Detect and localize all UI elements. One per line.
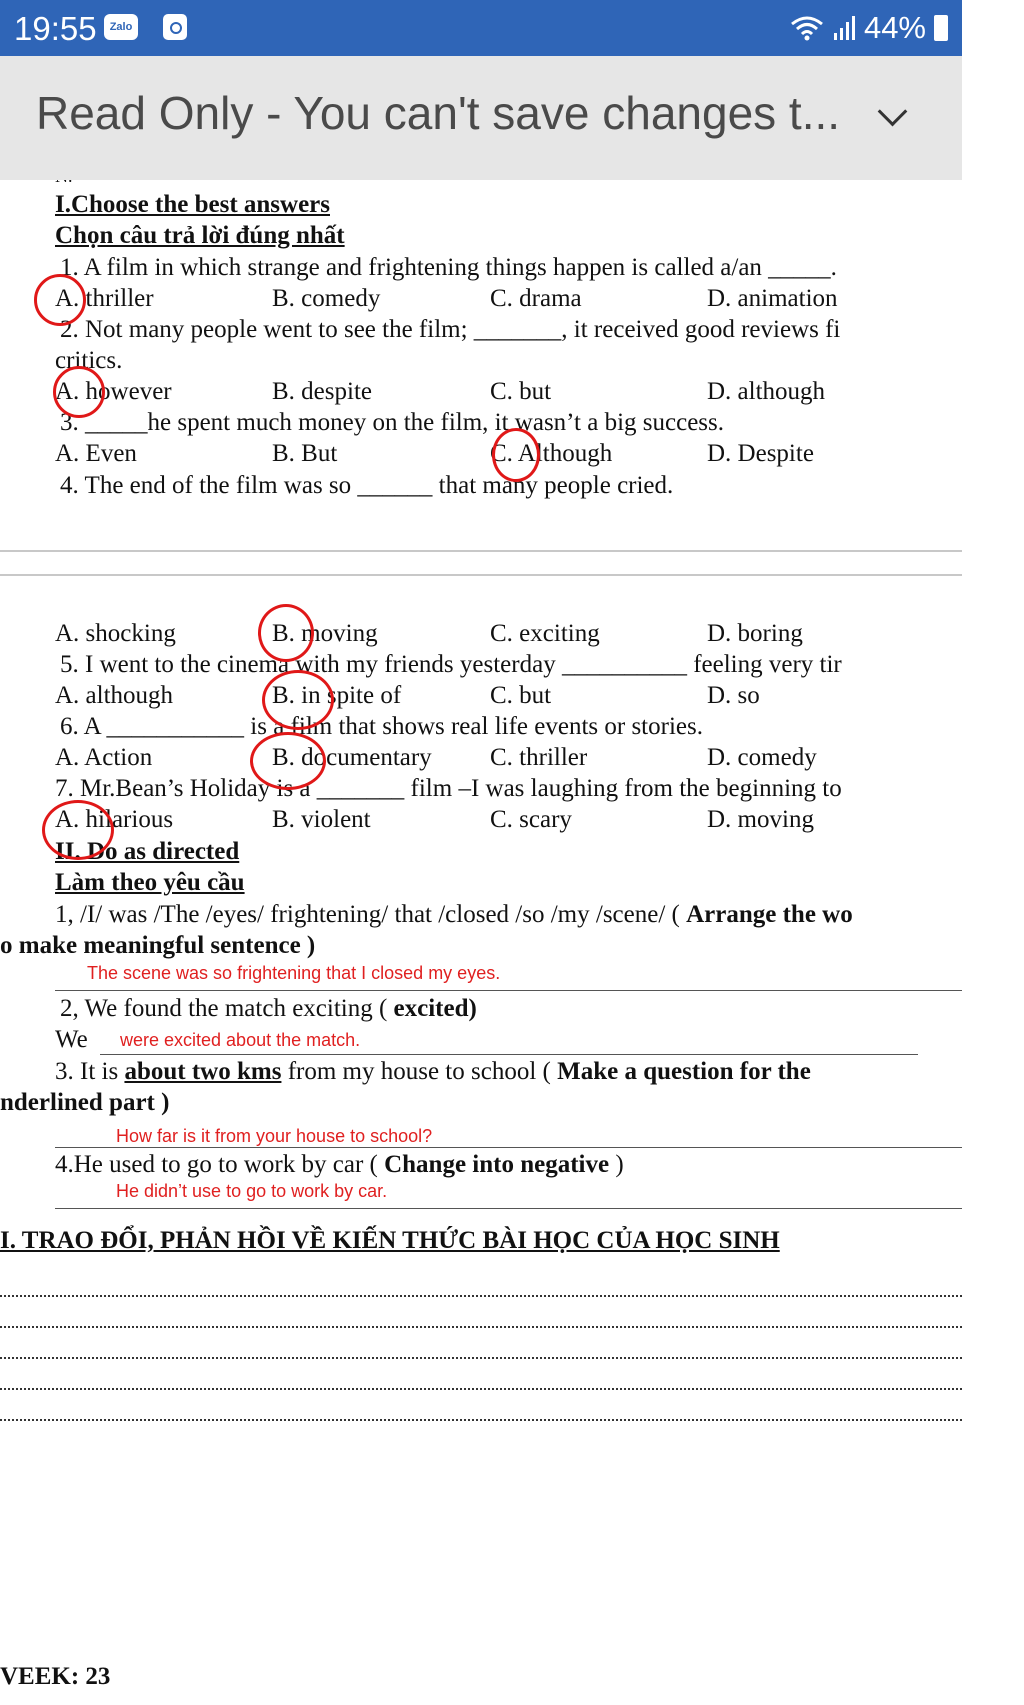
status-right — [790, 10, 948, 46]
q4-option-a: A. shocking — [55, 620, 176, 647]
ex2-answer-line — [100, 1054, 918, 1055]
answer-circle-q2 — [53, 366, 105, 418]
status-bar — [0, 0, 962, 56]
ex2-prefix: We — [55, 1026, 88, 1053]
q7-option-d: D. moving — [707, 806, 814, 833]
ex3-text-cont: nderlined part ) — [0, 1089, 170, 1116]
battery-percent: 44% — [863, 10, 926, 45]
q7-text: 7. Mr.Bean’s Holiday is a _______ film –I was laughing from the beginning to — [55, 775, 842, 802]
read-only-title: Read Only - You can't save changes t... — [36, 87, 841, 139]
q6-option-d: D. comedy — [707, 744, 817, 771]
q5-text: 5. I went to the cinema with my friends yesterday __________ feeling very tir — [60, 651, 842, 678]
wifi-icon — [790, 15, 824, 41]
notification-icon — [163, 14, 187, 40]
q6-option-a: A. Action — [55, 744, 153, 771]
ex4-answer: He didn’t use to go to work by car. — [116, 1181, 388, 1201]
q6-option-b: B. documentary — [272, 744, 432, 771]
q3-option-d: D. Despite — [707, 440, 814, 467]
ex1-answer-line — [55, 990, 962, 991]
ex1-text-cont: o make meaningful sentence ) — [0, 932, 316, 959]
section2-subtitle: Làm theo yêu cầu — [55, 869, 245, 896]
page-divider-bottom — [0, 574, 962, 576]
ex3-answer: How far is it from your house to school? — [116, 1126, 433, 1146]
q4-option-d: D. boring — [707, 620, 803, 647]
q2-option-a: A. however — [55, 378, 172, 405]
section1-subtitle: Chọn câu trả lời đúng nhất — [55, 222, 345, 249]
dotted-line — [0, 1419, 962, 1421]
page-divider-top — [0, 550, 962, 552]
q1-option-c: C. drama — [490, 285, 582, 312]
answer-circle-q5 — [262, 670, 334, 730]
q2-option-c: C. but — [490, 378, 552, 405]
q3-text: 3. _____he spent much money on the film, it wasn’t a big success. — [60, 409, 725, 436]
ex1-text: 1, /I/ was /The /eyes/ frightening/ that /closed /so /my /scene/ ( Arrange the wo — [55, 901, 853, 928]
section2-title: II. Do as directed — [55, 838, 240, 865]
q6-text: 6. A ___________ is a film that shows real life events or stories. — [60, 713, 703, 740]
q2-text-cont: critics. — [55, 347, 123, 374]
answer-circle-q4 — [258, 604, 314, 662]
q5-option-a: A. although — [55, 682, 174, 709]
answer-circle-q7 — [42, 800, 114, 860]
answer-circle-q3 — [492, 428, 540, 482]
ex2-answer: were excited about the match. — [120, 1030, 361, 1050]
q2-text: 2. Not many people went to see the film; _______, it received good reviews fi — [60, 316, 841, 343]
answer-circle-q6 — [250, 732, 326, 790]
read-only-banner[interactable] — [0, 56, 962, 180]
ex4-text: 4.He used to go to work by car ( Change into negative ) — [55, 1151, 624, 1178]
q2-option-b: B. despite — [272, 378, 372, 405]
q1-option-b: B. comedy — [272, 285, 381, 312]
q3-option-c: C. Although — [490, 440, 613, 467]
q4-text: 4. The end of the film was so ______ that many people cried. — [60, 472, 674, 499]
ex3-text: 3. It is about two kms from my house to school ( Make a question for the — [55, 1058, 811, 1085]
week-label: VEEK: 23 — [0, 1663, 111, 1690]
q2-option-d: D. although — [707, 378, 826, 405]
dotted-line — [0, 1326, 962, 1328]
battery-icon — [934, 15, 948, 41]
q5-option-d: D. so — [707, 682, 760, 709]
q1-option-a: A. thriller — [55, 285, 154, 312]
q3-option-b: B. But — [272, 440, 338, 467]
answer-circle-q1 — [34, 274, 86, 326]
q1-option-d: D. animation — [707, 285, 838, 312]
q3-option-a: A. Even — [55, 440, 137, 467]
dotted-line — [0, 1388, 962, 1390]
section1-title: I.Choose the best answers — [55, 191, 330, 218]
status-time: 19:55 — [14, 10, 97, 47]
q7-option-a: A. hilarious — [55, 806, 174, 833]
chevron-down-icon[interactable] — [878, 97, 908, 127]
ex2-text: 2, We found the match exciting ( excited) — [60, 995, 477, 1022]
ex3-answer-line — [55, 1147, 962, 1148]
q1-text: 1. A film in which strange and frightening things happen is called a/an _____. — [60, 254, 837, 281]
signal-icon — [832, 15, 856, 41]
q4-option-b: B. moving — [272, 620, 378, 647]
zalo-notification-icon: Zalo — [104, 14, 138, 40]
section3-title: I. TRAO ĐỔI, PHẢN HỒI VỀ KIẾN THỨC BÀI HỌC CỦA HỌC SINH — [0, 1227, 780, 1254]
q5-option-b: B. in spite of — [272, 682, 402, 709]
dotted-line — [0, 1357, 962, 1359]
ex4-answer-line — [55, 1208, 962, 1209]
dotted-line — [0, 1295, 962, 1297]
q7-option-b: B. violent — [272, 806, 371, 833]
q4-option-c: C. exciting — [490, 620, 600, 647]
q5-option-c: C. but — [490, 682, 552, 709]
ex1-answer: The scene was so frightening that I closed my eyes. — [87, 963, 501, 983]
q7-option-c: C. scary — [490, 806, 572, 833]
q6-option-c: C. thriller — [490, 744, 588, 771]
